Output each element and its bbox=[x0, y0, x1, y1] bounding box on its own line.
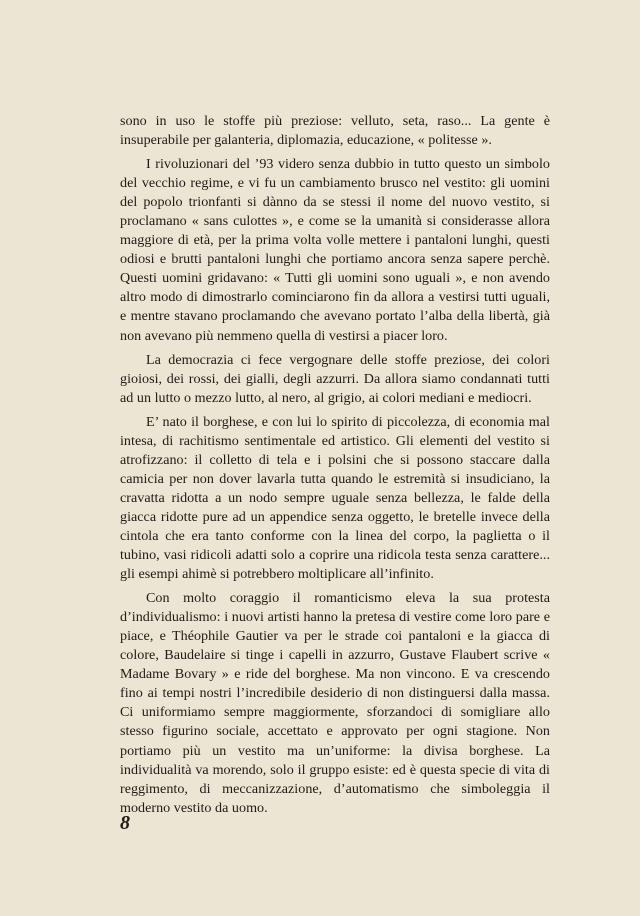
paragraph: sono in uso le stoffe più preziose: velluto, seta, raso... La gente è insuperabile per galanteria, diplomazia, educazione, « politesse ». bbox=[120, 113, 550, 149]
paragraph: La democrazia ci fece vergognare delle stoffe preziose, dei colori gioiosi, dei rossi, dei gialli, degli azzurri. Da allora siamo condannati tutti ad un lutto o mezzo lutto, al nero, al grigio, ai colori mediani e mediocri. bbox=[120, 351, 550, 406]
body-text bbox=[120, 112, 550, 823]
paragraph: I rivoluzionari del ’93 videro senza dubbio in tutto questo un simbolo del vecchio regime, e vi fu un cambiamento brusco nel vestito: gli uomini del popolo trionfanti si dànno da se stessi il nome del nuovo vestito, si proclamano « sans culottes », e come se la umanità si considerasse allora maggiore di età, per la prima volta volle mettere i pantaloni lunghi, questi odiosi e brutti pantaloni lunghi che portiamo ancora senza sapere perchè. Questi uomini gridavano: « Tutti gli uomini sono uguali », e non avendo altro modo di dimostrarlo cominciarono fin da allora a vestirsi tutti uguali, e mentre stavano proclamando che avevano portato l’alba della libertà, già non avevano più nemmeno quella di vestirsi a piacer loro. bbox=[120, 156, 550, 344]
paragraph: E’ nato il borghese, e con lui lo spirito di piccolezza, di economia mal intesa, di rachitismo sentimentale ed artistico. Gli elementi del vestito si atrofizzano: il colletto di tela e i polsini che si possono staccare dalla camicia per non dover lavarla tutta quando le estremità si insudiciano, la cravatta ridotta a un nodo sempre uguale senza bellezza, le falde della giacca ridotte pure ad un appendice senza oggetto, le bretelle invece della cintola che era tanto conforme con la linea del corpo, la paglietta o il tubino, vasi ridicoli adatti solo a coprire una ridicola testa senza carattere... gli esempi ahimè si potrebbero moltiplicare all’infinito. bbox=[120, 413, 550, 583]
paragraph: Con molto coraggio il romanticismo eleva la sua protesta d’individualismo: i nuovi artisti hanno la pretesa di vestire come loro pare e piace, e Théophile Gautier va per le strade coi pantaloni e la giacca di colore, Baudelaire si tinge i capelli in azzurro, Gustave Flaubert scrive « Madame Bovary » e ride del borghese. Ma non vincono. E va crescendo fino ai tempi nostri l’incredibile desiderio di non distinguersi dalla massa. Ci uniformiamo sempre maggiormente, sforzandoci di somigliare allo stesso figurino sociale, accettato e approvato per ogni stagione. Non portiamo più un vestito ma un’uniforme: la divisa borghese. La individualità va morendo, solo il gruppo esiste: ed è questa specie di vita di reggimento, di meccanizzazione, d’automatismo che simboleggia il moderno vestito da uomo. bbox=[120, 590, 550, 816]
page-number: 8 bbox=[120, 812, 130, 834]
